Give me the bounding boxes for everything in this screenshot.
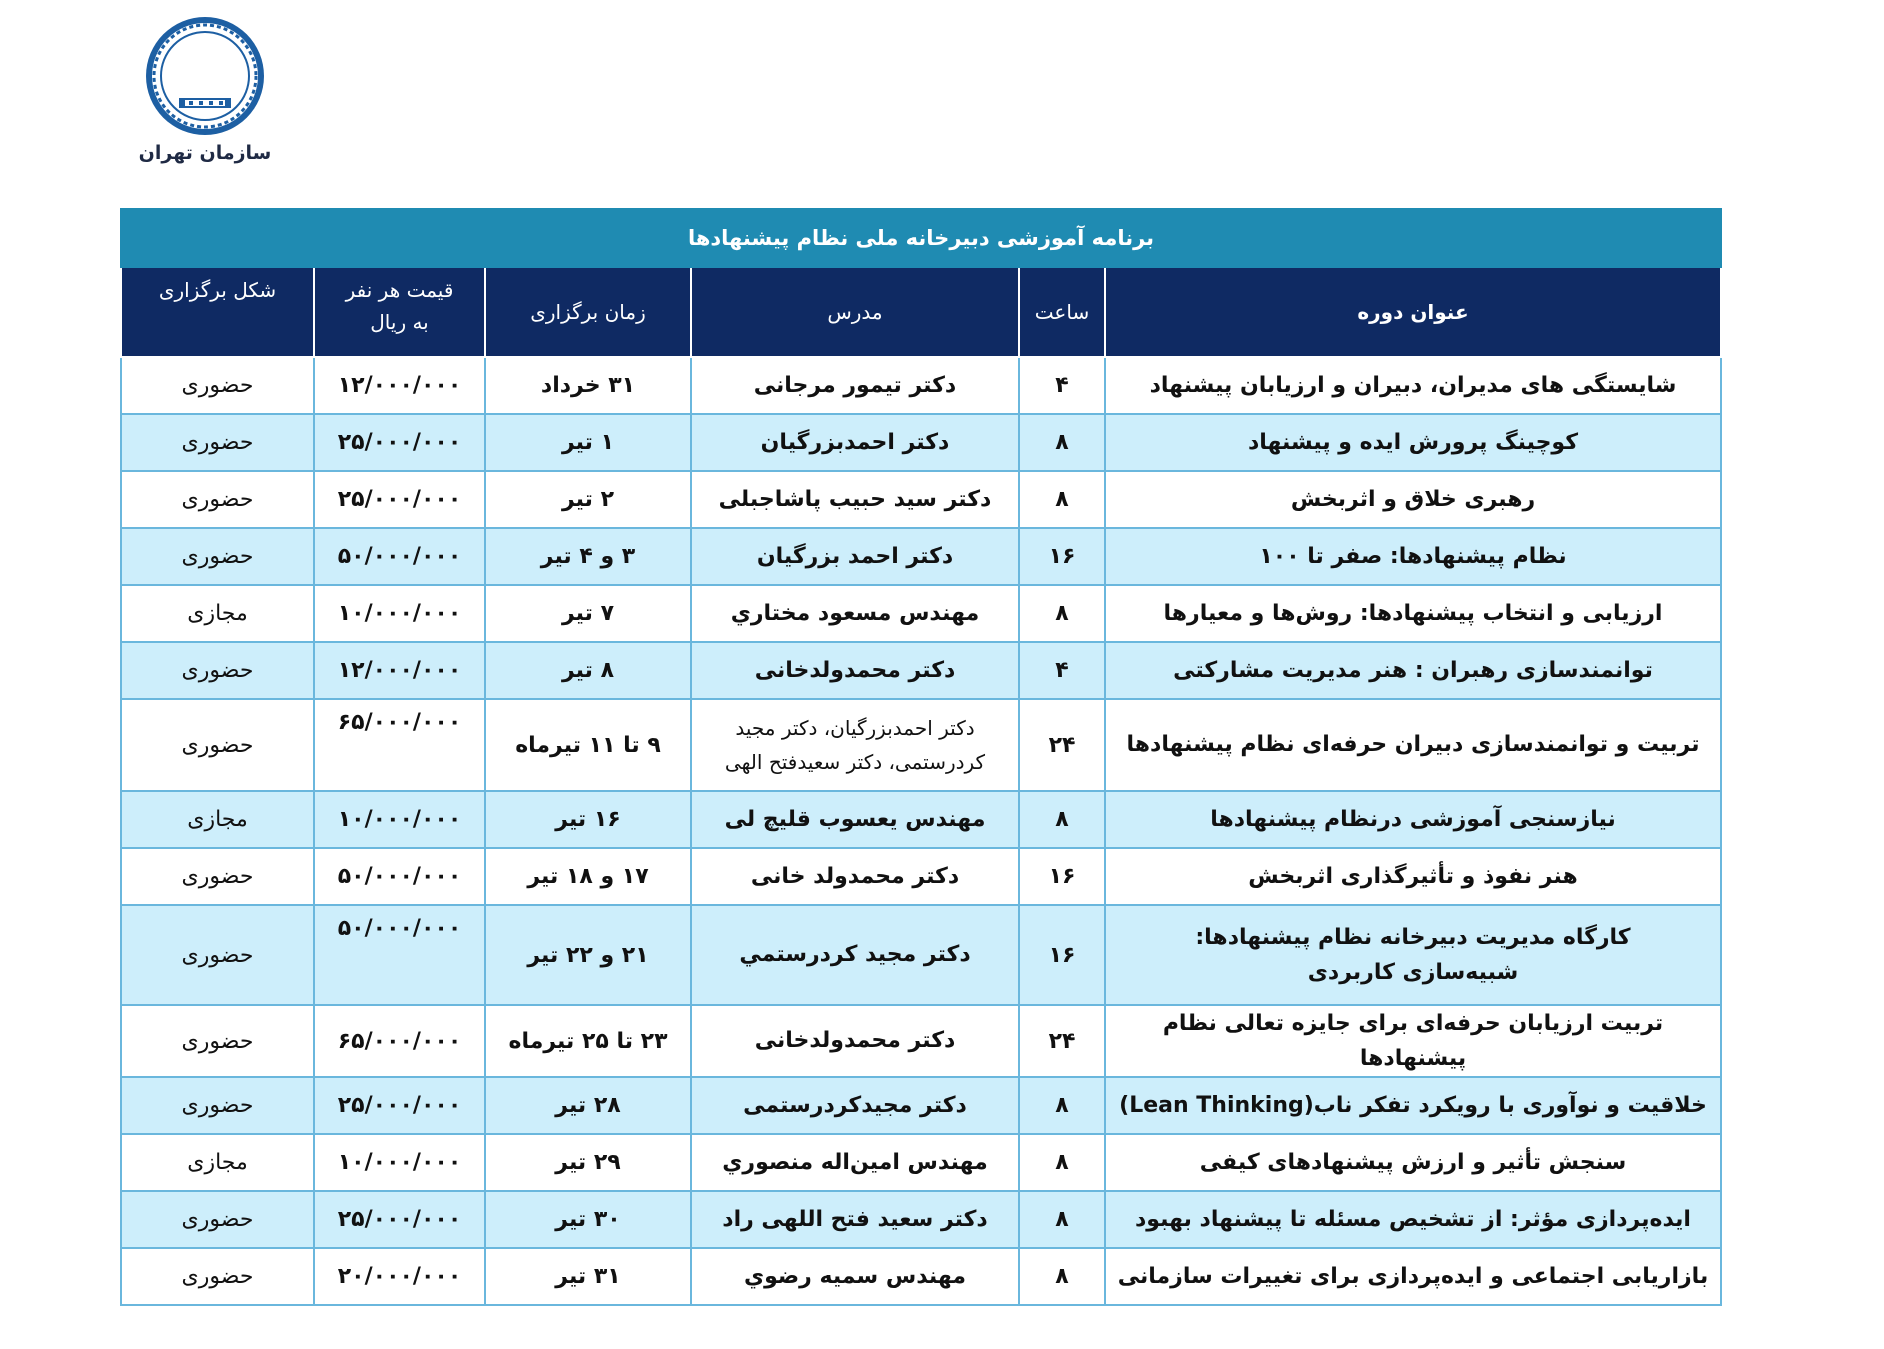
course-date: ۹ تا ۱۱ تیرماه bbox=[485, 699, 691, 791]
table-title: برنامه آموزشی دبیرخانه ملی نظام پیشنهادها bbox=[121, 209, 1721, 267]
course-format: حضوری bbox=[121, 471, 314, 528]
table-row bbox=[121, 528, 1721, 585]
course-format: حضوری bbox=[121, 1248, 314, 1305]
table-header-row bbox=[121, 267, 1721, 357]
course-title: تربیت ارزیابان حرفه‌ای برای جایزه تعالی نظام پیشنهادها bbox=[1105, 1005, 1721, 1077]
table-row bbox=[121, 848, 1721, 905]
course-title-line1: کارگاه مدیریت دبیرخانه نظام پیشنهادها: bbox=[1195, 924, 1631, 950]
header-hours: ساعت bbox=[1019, 267, 1105, 357]
course-price: ۵۰/۰۰۰/۰۰۰ bbox=[314, 905, 485, 1005]
course-date: ۲ تیر bbox=[485, 471, 691, 528]
course-instructor: دکتر محمدولدخانی bbox=[691, 1005, 1019, 1077]
table-row bbox=[121, 357, 1721, 414]
table-row bbox=[121, 1248, 1721, 1305]
course-hours: ۴ bbox=[1019, 357, 1105, 414]
course-price: ۲۵/۰۰۰/۰۰۰ bbox=[314, 1191, 485, 1248]
course-instructor: دکتر محمدولد خانی bbox=[691, 848, 1019, 905]
course-price: ۱۲/۰۰۰/۰۰۰ bbox=[314, 642, 485, 699]
course-hours: ۱۶ bbox=[1019, 848, 1105, 905]
course-date: ۳۰ تیر bbox=[485, 1191, 691, 1248]
course-instructor: دکتر محمدولدخانی bbox=[691, 642, 1019, 699]
jahad-daneshgahi-logo-icon bbox=[143, 14, 267, 138]
table-row bbox=[121, 414, 1721, 471]
course-price: ۵۰/۰۰۰/۰۰۰ bbox=[314, 848, 485, 905]
course-title: خلاقیت و نوآوری با رویکرد تفکر ناب(Lean Thinking) bbox=[1105, 1077, 1721, 1134]
course-date: ۳۱ خرداد bbox=[485, 357, 691, 414]
course-format: حضوری bbox=[121, 699, 314, 791]
course-format: حضوری bbox=[121, 357, 314, 414]
course-format: حضوری bbox=[121, 905, 314, 1005]
course-format: حضوری bbox=[121, 1191, 314, 1248]
course-instructor: دکتر احمدبزرگیان bbox=[691, 414, 1019, 471]
course-instructor: دکتر مجید کردرستمي bbox=[691, 905, 1019, 1005]
course-date: ۲۳ تا ۲۵ تیرماه bbox=[485, 1005, 691, 1077]
course-instructor-line2: کردرستمی، دکتر سعیدفتح الهی bbox=[724, 750, 986, 774]
course-instructor: مهندس یعسوب قلیچ لی bbox=[691, 791, 1019, 848]
course-instructor: مهندس امین‌اله منصوري bbox=[691, 1134, 1019, 1191]
course-format: حضوری bbox=[121, 528, 314, 585]
course-hours: ۸ bbox=[1019, 1191, 1105, 1248]
course-date: ۱ تیر bbox=[485, 414, 691, 471]
course-instructor-line1: دکتر احمدبزرگیان، دکتر مجید bbox=[735, 716, 975, 740]
course-hours: ۸ bbox=[1019, 1134, 1105, 1191]
course-instructor: مهندس مسعود مختاري bbox=[691, 585, 1019, 642]
course-hours: ۴ bbox=[1019, 642, 1105, 699]
course-title: نیازسنجی آموزشی درنظام پیشنهادها bbox=[1105, 791, 1721, 848]
course-title: کوچینگ پرورش ایده و پیشنهاد bbox=[1105, 414, 1721, 471]
course-price: ۱۰/۰۰۰/۰۰۰ bbox=[314, 791, 485, 848]
course-title: نظام پیشنهادها: صفر تا ۱۰۰ bbox=[1105, 528, 1721, 585]
course-date: ۱۶ تیر bbox=[485, 791, 691, 848]
course-schedule-table bbox=[120, 208, 1722, 1306]
course-title-line2: شبیه‌سازی کاربردی bbox=[1307, 960, 1519, 985]
table-row bbox=[121, 1134, 1721, 1191]
table-row bbox=[121, 1005, 1721, 1077]
course-date: ۳ و ۴ تیر bbox=[485, 528, 691, 585]
course-format: حضوری bbox=[121, 1005, 314, 1077]
header-format: شکل برگزاری bbox=[121, 267, 314, 357]
course-instructor: دکتر احمد بزرگیان bbox=[691, 528, 1019, 585]
table-row bbox=[121, 699, 1721, 791]
course-hours: ۲۴ bbox=[1019, 699, 1105, 791]
course-price: ۲۵/۰۰۰/۰۰۰ bbox=[314, 414, 485, 471]
course-title: تربیت و توانمندسازی دبیران حرفه‌ای نظام پیشنهادها bbox=[1105, 699, 1721, 791]
course-title: رهبری خلاق و اثربخش bbox=[1105, 471, 1721, 528]
course-format: حضوری bbox=[121, 1077, 314, 1134]
course-title: ایده‌پردازی مؤثر: از تشخیص مسئله تا پیشنهاد بهبود bbox=[1105, 1191, 1721, 1248]
table-row bbox=[121, 642, 1721, 699]
course-date: ۳۱ تیر bbox=[485, 1248, 691, 1305]
header-price bbox=[314, 267, 485, 357]
course-format: مجازی bbox=[121, 791, 314, 848]
course-price: ۵۰/۰۰۰/۰۰۰ bbox=[314, 528, 485, 585]
course-hours: ۱۶ bbox=[1019, 905, 1105, 1005]
course-format: حضوری bbox=[121, 414, 314, 471]
course-title: سنجش تأثیر و ارزش پیشنهادهای کیفی bbox=[1105, 1134, 1721, 1191]
course-instructor bbox=[691, 699, 1019, 791]
course-title: ارزیابی و انتخاب پیشنهادها: روش‌ها و معیارها bbox=[1105, 585, 1721, 642]
header-price-line2: به ریال bbox=[370, 310, 429, 334]
course-hours: ۸ bbox=[1019, 1248, 1105, 1305]
course-price: ۲۰/۰۰۰/۰۰۰ bbox=[314, 1248, 485, 1305]
course-hours: ۸ bbox=[1019, 791, 1105, 848]
table-row bbox=[121, 585, 1721, 642]
course-price: ۲۵/۰۰۰/۰۰۰ bbox=[314, 471, 485, 528]
table-title-row bbox=[121, 209, 1721, 267]
table-row bbox=[121, 1191, 1721, 1248]
course-date: ۲۸ تیر bbox=[485, 1077, 691, 1134]
course-title: شایستگی های مدیران، دبیران و ارزیابان پیشنهاد bbox=[1105, 357, 1721, 414]
course-title bbox=[1105, 905, 1721, 1005]
course-instructor: مهندس سمیه رضوي bbox=[691, 1248, 1019, 1305]
logo-caption: سازمان تهران bbox=[138, 142, 272, 164]
course-hours: ۸ bbox=[1019, 471, 1105, 528]
course-format: مجازی bbox=[121, 585, 314, 642]
course-hours: ۸ bbox=[1019, 585, 1105, 642]
course-hours: ۱۶ bbox=[1019, 528, 1105, 585]
course-price: ۶۵/۰۰۰/۰۰۰ bbox=[314, 1005, 485, 1077]
table-row bbox=[121, 1077, 1721, 1134]
table-row bbox=[121, 905, 1721, 1005]
course-instructor: دکتر سعید فتح اللهی راد bbox=[691, 1191, 1019, 1248]
course-instructor: دکتر مجیدکردرستمی bbox=[691, 1077, 1019, 1134]
course-date: ۷ تیر bbox=[485, 585, 691, 642]
course-format: حضوری bbox=[121, 848, 314, 905]
course-price: ۱۲/۰۰۰/۰۰۰ bbox=[314, 357, 485, 414]
header-price-line1: قیمت هر نفر bbox=[345, 278, 454, 302]
course-hours: ۸ bbox=[1019, 1077, 1105, 1134]
course-instructor: دکتر سید حبیب پاشاجبلی bbox=[691, 471, 1019, 528]
course-format: حضوری bbox=[121, 642, 314, 699]
course-price: ۲۵/۰۰۰/۰۰۰ bbox=[314, 1077, 485, 1134]
header-instructor: مدرس bbox=[691, 267, 1019, 357]
course-date: ۱۷ و ۱۸ تیر bbox=[485, 848, 691, 905]
course-hours: ۸ bbox=[1019, 414, 1105, 471]
header-course-title: عنوان دوره bbox=[1105, 267, 1721, 357]
table-row bbox=[121, 791, 1721, 848]
course-price: ۶۵/۰۰۰/۰۰۰ bbox=[314, 699, 485, 791]
course-date: ۸ تیر bbox=[485, 642, 691, 699]
course-price: ۱۰/۰۰۰/۰۰۰ bbox=[314, 1134, 485, 1191]
course-title: بازاریابی اجتماعی و ایده‌پردازی برای تغییرات سازمانی bbox=[1105, 1248, 1721, 1305]
course-title: توانمندسازی رهبران : هنر مدیریت مشارکتی bbox=[1105, 642, 1721, 699]
course-date: ۲۹ تیر bbox=[485, 1134, 691, 1191]
course-format: مجازی bbox=[121, 1134, 314, 1191]
course-price: ۱۰/۰۰۰/۰۰۰ bbox=[314, 585, 485, 642]
course-date: ۲۱ و ۲۲ تیر bbox=[485, 905, 691, 1005]
logo-block bbox=[130, 14, 280, 164]
table-row bbox=[121, 471, 1721, 528]
course-hours: ۲۴ bbox=[1019, 1005, 1105, 1077]
header-date: زمان برگزاری bbox=[485, 267, 691, 357]
course-title: هنر نفوذ و تأثیرگذاری اثربخش bbox=[1105, 848, 1721, 905]
course-instructor: دکتر تیمور مرجانی bbox=[691, 357, 1019, 414]
